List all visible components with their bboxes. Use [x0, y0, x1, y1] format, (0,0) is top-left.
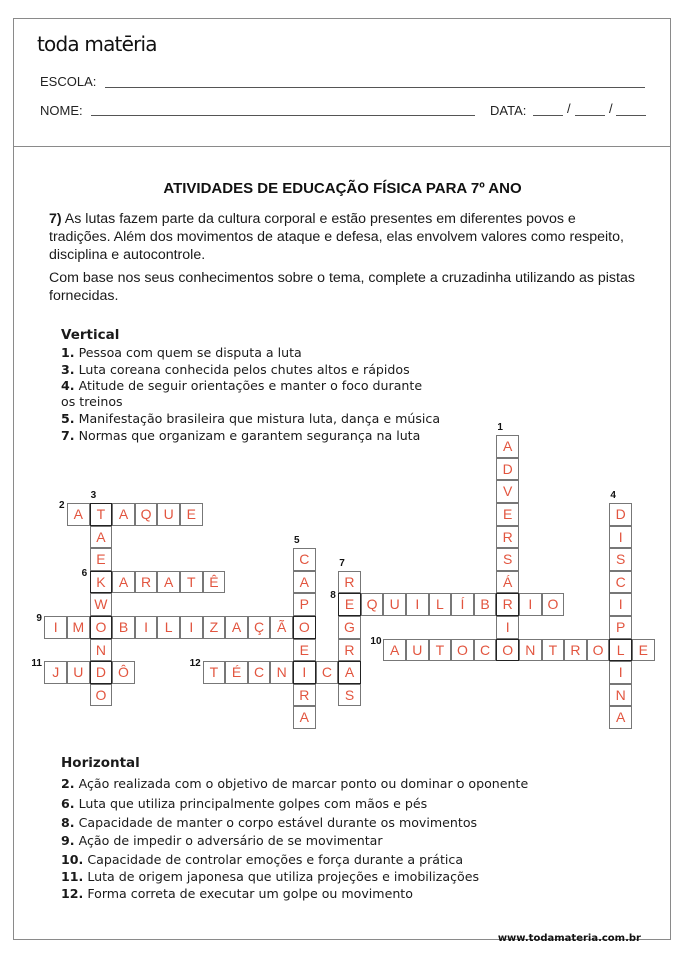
date-separator: /: [609, 101, 613, 116]
crossword-cell[interactable]: C: [293, 548, 316, 571]
crossword-cell[interactable]: I: [135, 616, 158, 639]
crossword-cell[interactable]: U: [406, 639, 429, 662]
crossword-cell[interactable]: C: [248, 661, 271, 684]
date-label: DATA:: [490, 103, 527, 118]
crossword-cell[interactable]: B: [474, 593, 497, 616]
crossword-cell[interactable]: S: [496, 548, 519, 571]
crossword-cell[interactable]: D: [496, 458, 519, 481]
vertical-clue: [61, 394, 123, 410]
clue-text: Ação realizada com o objetivo de marcar ponto ou dominar o oponente: [78, 776, 529, 791]
crossword-cell[interactable]: A: [90, 526, 113, 549]
crossword-cell[interactable]: C: [316, 661, 339, 684]
crossword-cell[interactable]: E: [180, 503, 203, 526]
crossword-cell[interactable]: R: [496, 526, 519, 549]
crossword-cell[interactable]: S: [609, 548, 632, 571]
clue-text: os treinos: [61, 394, 123, 409]
clue-text: Manifestação brasileira que mistura luta, dança e música: [78, 411, 441, 426]
clue-number-label: 2: [59, 500, 65, 511]
crossword-cell[interactable]: I: [44, 616, 67, 639]
clue-text: Capacidade de manter o corpo estável durante os movimentos: [78, 815, 478, 830]
crossword-cell[interactable]: Í: [451, 593, 474, 616]
clue-number: 2.: [61, 776, 75, 791]
horizontal-clue: [61, 776, 528, 792]
horizontal-clue: [61, 852, 463, 868]
crossword-cell[interactable]: I: [180, 616, 203, 639]
crossword-cell-intersection[interactable]: L: [609, 639, 632, 662]
crossword-cell[interactable]: T: [429, 639, 452, 662]
clue-number: 10.: [61, 852, 84, 867]
crossword-cell[interactable]: T: [542, 639, 565, 662]
crossword-cell[interactable]: E: [632, 639, 655, 662]
crossword-cell-intersection[interactable]: I: [293, 661, 316, 684]
vertical-clue: [61, 345, 302, 361]
crossword-cell[interactable]: A: [157, 571, 180, 594]
school-label: ESCOLA:: [40, 74, 97, 89]
crossword-cell-intersection[interactable]: R: [496, 593, 519, 616]
crossword-cell[interactable]: P: [293, 593, 316, 616]
question-number: 7): [49, 211, 62, 227]
crossword-cell[interactable]: Z: [203, 616, 226, 639]
crossword-cell[interactable]: L: [157, 616, 180, 639]
crossword-cell[interactable]: N: [519, 639, 542, 662]
crossword-cell[interactable]: I: [609, 661, 632, 684]
crossword-cell[interactable]: O: [451, 639, 474, 662]
clue-number: 9.: [61, 833, 75, 848]
crossword-cell[interactable]: I: [496, 616, 519, 639]
clue-number-label: 6: [81, 567, 88, 579]
clue-number: 5.: [61, 411, 75, 426]
crossword-cell[interactable]: A: [112, 571, 135, 594]
crossword-cell[interactable]: Ç: [248, 616, 271, 639]
crossword-cell[interactable]: N: [90, 639, 113, 662]
clue-text: Luta coreana conhecida pelos chutes altos e rápidos: [78, 362, 410, 377]
horizontal-clue: [61, 796, 427, 812]
crossword-cell[interactable]: U: [67, 661, 90, 684]
crossword-cell[interactable]: U: [157, 503, 180, 526]
clue-number-label: 10: [370, 635, 382, 647]
crossword-cell[interactable]: G: [338, 616, 361, 639]
crossword-cell[interactable]: Ã: [270, 616, 293, 639]
vertical-clue: [61, 428, 420, 444]
date-separator: /: [567, 101, 571, 116]
clue-text: Capacidade de controlar emoções e força durante a prática: [87, 852, 464, 867]
clue-number-label: 3: [90, 490, 97, 501]
crossword-cell[interactable]: L: [429, 593, 452, 616]
question-body: As lutas fazem parte da cultura corporal e estão presentes em diferentes povos e tradições. Além dos movimentos de ataque e defesa, elas envolvem valores como respeito, disciplina e autocontrole.: [49, 211, 624, 263]
crossword-cell-intersection[interactable]: O: [90, 616, 113, 639]
vertical-clue: [61, 362, 410, 378]
horizontal-clue: [61, 833, 383, 849]
crossword-cell[interactable]: Ê: [203, 571, 226, 594]
logo: toda matēria: [37, 32, 157, 56]
crossword-cell[interactable]: A: [293, 706, 316, 729]
crossword-cell[interactable]: N: [270, 661, 293, 684]
crossword-cell[interactable]: C: [474, 639, 497, 662]
crossword-cell[interactable]: A: [496, 435, 519, 458]
date-day-field[interactable]: [533, 115, 563, 116]
crossword-cell-intersection[interactable]: E: [338, 593, 361, 616]
clue-text: Pessoa com quem se disputa a luta: [78, 345, 302, 360]
crossword-cell[interactable]: R: [338, 639, 361, 662]
crossword-cell[interactable]: P: [609, 616, 632, 639]
clue-number: 8.: [61, 815, 75, 830]
crossword-cell[interactable]: N: [609, 684, 632, 707]
clue-number: 11.: [61, 869, 84, 884]
crossword-cell[interactable]: D: [609, 503, 632, 526]
vertical-heading: Vertical: [61, 327, 120, 343]
crossword-cell[interactable]: A: [225, 616, 248, 639]
horizontal-heading: Horizontal: [61, 755, 140, 771]
crossword-cell[interactable]: Q: [361, 593, 384, 616]
crossword-cell[interactable]: I: [609, 526, 632, 549]
crossword-cell-intersection[interactable]: O: [293, 616, 316, 639]
clue-number-label: 12: [189, 658, 201, 670]
crossword-cell-intersection[interactable]: O: [496, 639, 519, 662]
name-label: NOME:: [40, 103, 83, 118]
clue-number: 3.: [61, 362, 75, 377]
crossword-cell-intersection[interactable]: T: [90, 503, 113, 526]
horizontal-clue: [61, 886, 413, 902]
clue-number-label: 4: [610, 490, 616, 501]
crossword-cell[interactable]: C: [609, 571, 632, 594]
crossword-cell[interactable]: I: [519, 593, 542, 616]
crossword-cell[interactable]: T: [203, 661, 226, 684]
crossword-cell[interactable]: R: [564, 639, 587, 662]
crossword-cell[interactable]: S: [338, 684, 361, 707]
crossword-cell[interactable]: R: [293, 684, 316, 707]
crossword-cell[interactable]: A: [383, 639, 406, 662]
crossword-cell[interactable]: A: [112, 503, 135, 526]
crossword-cell-intersection[interactable]: K: [90, 571, 113, 594]
clue-text: Normas que organizam e garantem segurança na luta: [78, 428, 421, 443]
horizontal-clue: [61, 869, 479, 885]
crossword-cell[interactable]: E: [90, 548, 113, 571]
crossword-cell[interactable]: T: [180, 571, 203, 594]
crossword-cell[interactable]: É: [225, 661, 248, 684]
crossword-cell-intersection[interactable]: D: [90, 661, 113, 684]
clue-text: Ação de impedir o adversário de se movimentar: [78, 833, 383, 848]
crossword-cell[interactable]: A: [67, 503, 90, 526]
clue-text: Atitude de seguir orientações e manter o foco durante: [78, 378, 423, 393]
crossword-cell[interactable]: Ô: [112, 661, 135, 684]
crossword-cell[interactable]: R: [135, 571, 158, 594]
crossword-cell[interactable]: O: [587, 639, 610, 662]
date-month-field[interactable]: [575, 115, 605, 116]
header-divider: [13, 146, 671, 147]
crossword-cell[interactable]: E: [496, 503, 519, 526]
site-url: www.todamateria.com.br: [497, 933, 641, 944]
horizontal-clue: [61, 815, 477, 831]
crossword-cell[interactable]: U: [383, 593, 406, 616]
clue-number: 6.: [61, 796, 75, 811]
vertical-clue: [61, 411, 440, 427]
clue-number-label: 5: [294, 535, 300, 547]
clue-number-label: 11: [31, 658, 42, 670]
page-title: ATIVIDADES DE EDUCAÇÃO FÍSICA PARA 7º ANO: [163, 180, 522, 197]
clue-number-label: 9: [36, 613, 42, 624]
crossword-cell[interactable]: I: [609, 593, 632, 616]
crossword-cell[interactable]: J: [44, 661, 67, 684]
crossword-cell[interactable]: A: [609, 706, 632, 729]
clue-number: 4.: [61, 378, 75, 393]
clue-text: Luta que utiliza principalmente golpes com mãos e pés: [78, 796, 428, 811]
crossword-cell[interactable]: R: [338, 571, 361, 594]
clue-number: 7.: [61, 428, 75, 443]
crossword-cell-intersection[interactable]: A: [338, 661, 361, 684]
question-instruction: Com base nos seus conhecimentos sobre o tema, complete a cruzadinha utilizando as pistas fornecidas.: [49, 270, 635, 304]
clue-number-label: 1: [497, 422, 503, 434]
crossword-cell[interactable]: W: [90, 593, 113, 616]
clue-number: 1.: [61, 345, 75, 360]
date-year-field[interactable]: [616, 115, 646, 116]
clue-text: Forma correta de executar um golpe ou movimento: [87, 886, 413, 901]
crossword-cell[interactable]: E: [293, 639, 316, 662]
question-text: [49, 210, 639, 264]
crossword-cell[interactable]: V: [496, 480, 519, 503]
vertical-clue: [61, 378, 422, 394]
crossword-cell[interactable]: O: [90, 684, 113, 707]
crossword-cell[interactable]: B: [112, 616, 135, 639]
crossword-cell[interactable]: M: [67, 616, 90, 639]
clue-number: 12.: [61, 886, 84, 901]
crossword-cell[interactable]: O: [542, 593, 565, 616]
clue-text: Luta de origem japonesa que utiliza projeções e imobilizações: [87, 869, 480, 884]
clue-number-label: 7: [339, 557, 345, 569]
clue-number-label: 8: [330, 590, 336, 602]
crossword-cell[interactable]: Q: [135, 503, 158, 526]
school-field[interactable]: [105, 87, 645, 88]
name-field[interactable]: [91, 115, 475, 116]
crossword-cell[interactable]: I: [406, 593, 429, 616]
crossword-cell[interactable]: Á: [496, 571, 519, 594]
crossword-cell[interactable]: A: [293, 571, 316, 594]
